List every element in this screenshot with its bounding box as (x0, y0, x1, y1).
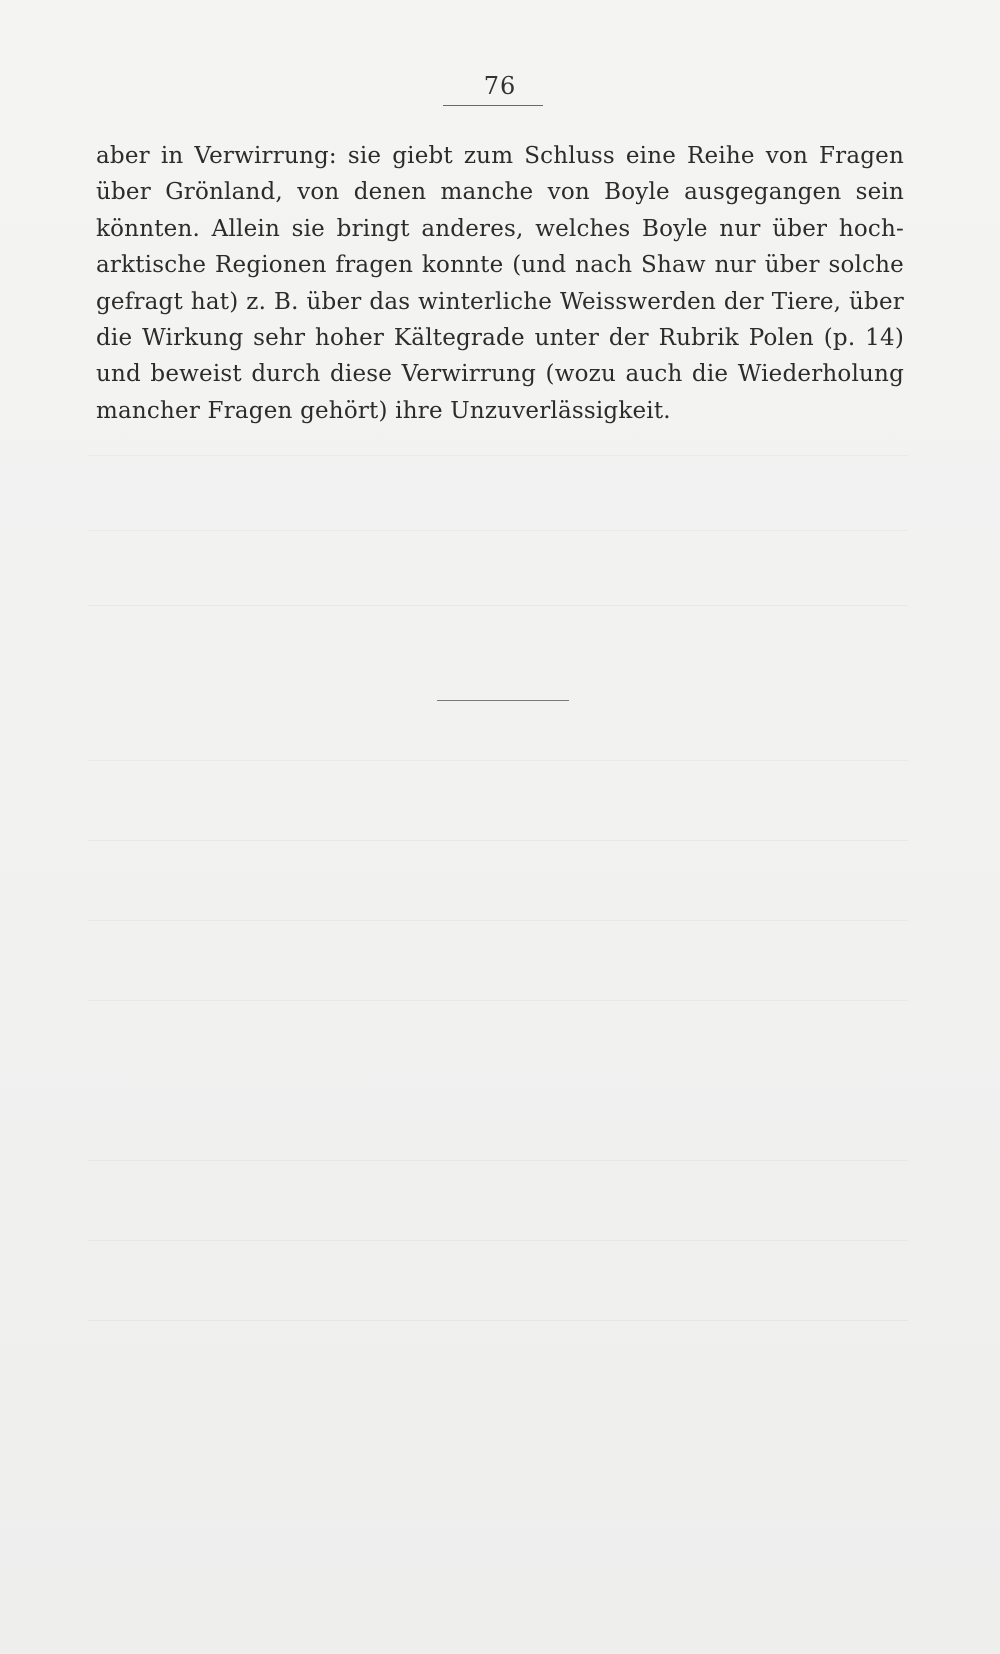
section-end-rule (437, 700, 569, 701)
show-through-line (88, 760, 908, 761)
text-line: arktische Regionen fragen konnte (und nach Shaw nur über solche (96, 252, 904, 279)
show-through-line (88, 1000, 908, 1001)
show-through-line (88, 920, 908, 921)
body-paragraph (96, 138, 904, 429)
show-through-line (88, 1240, 908, 1241)
show-through-line (88, 455, 908, 456)
text-line: und beweist durch diese Verwirrung (wozu auch die Wiederholung (96, 361, 904, 388)
show-through-line (88, 1160, 908, 1161)
text-line: die Wirkung sehr hoher Kältegrade unter der Rubrik Polen (p. 14) (96, 324, 904, 351)
show-through-line (88, 530, 908, 531)
page-number: 76 (483, 72, 517, 100)
text-line: könnten. Allein sie bringt anderes, welches Boyle nur über hoch- (96, 215, 904, 242)
text-line: mancher Fragen gehört) ihre Unzuverlässigkeit. (96, 397, 671, 424)
text-line: aber in Verwirrung: sie giebt zum Schluss eine Reihe von Fragen (96, 143, 904, 169)
text-line: über Grönland, von denen manche von Boyle ausgegangen sein (96, 179, 904, 206)
show-through-line (88, 1320, 908, 1321)
text-line: gefragt hat) z. B. über das winterliche Weisswerden der Tiere, über (96, 288, 904, 315)
header-rule (443, 105, 543, 106)
show-through-line (88, 605, 908, 606)
show-through-line (88, 840, 908, 841)
